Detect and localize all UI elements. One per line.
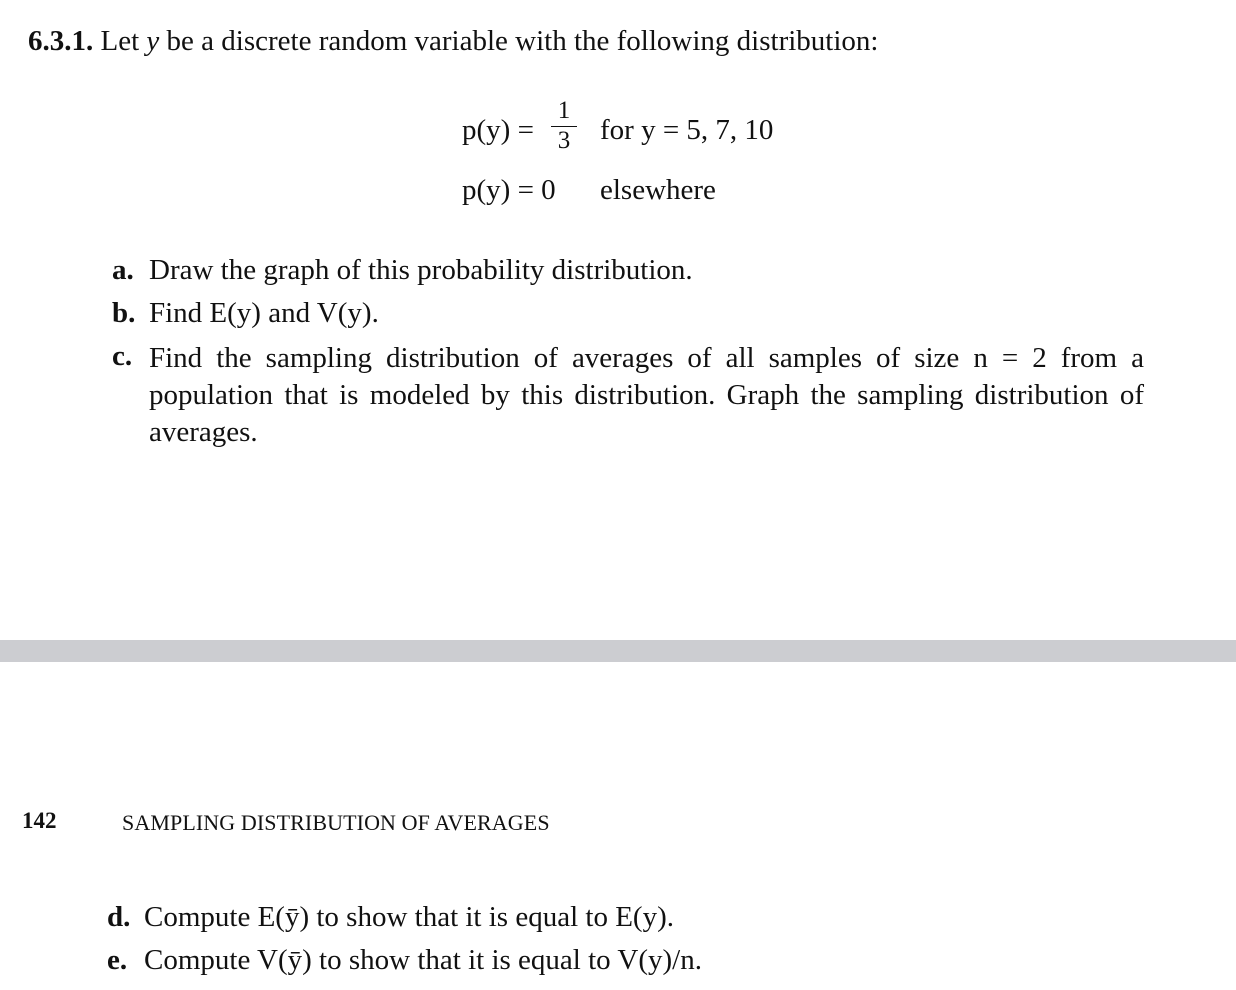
- problem-intro-start: Let: [100, 25, 147, 57]
- variable-y: y: [146, 25, 160, 57]
- page-number: 142: [22, 808, 57, 833]
- part-b-text: Find E(y) and V(y).: [149, 297, 379, 329]
- page-divider: [0, 640, 1236, 662]
- part-c-text: Find the sampling distribution of averages of all samples of size n = 2 from a population that is modeled by this distribution. Graph the sampling distribution of averages.: [149, 342, 1144, 448]
- equation-row2-condition: elsewhere: [600, 174, 716, 206]
- equation-row1-lhs: p(y) =: [462, 114, 534, 146]
- part-c-label: c.: [112, 340, 133, 372]
- problem-statement: [28, 25, 878, 58]
- equation-row1-condition: for y = 5, 7, 10: [600, 114, 774, 146]
- fraction-denominator: 3: [557, 127, 571, 154]
- part-a-text: Draw the graph of this probability distribution.: [149, 254, 693, 286]
- part-e-text: Compute V(ȳ) to show that it is equal to V(y)/n.: [144, 944, 702, 976]
- fraction-numerator: 1: [557, 97, 571, 124]
- problem-intro-end: be a discrete random variable with the following distribution:: [159, 25, 879, 57]
- fraction-one-third: [551, 97, 577, 155]
- problem-number: 6.3.1.: [28, 25, 94, 57]
- part-a-label: a.: [112, 254, 134, 286]
- part-d-label: d.: [107, 901, 131, 933]
- part-e-label: e.: [107, 944, 128, 976]
- part-b-label: b.: [112, 297, 136, 329]
- running-head: SAMPLING DISTRIBUTION OF AVERAGES: [122, 810, 550, 835]
- part-d-text: Compute E(ȳ) to show that it is equal to E(y).: [144, 901, 674, 933]
- equation-row2-lhs: p(y) = 0: [462, 174, 556, 206]
